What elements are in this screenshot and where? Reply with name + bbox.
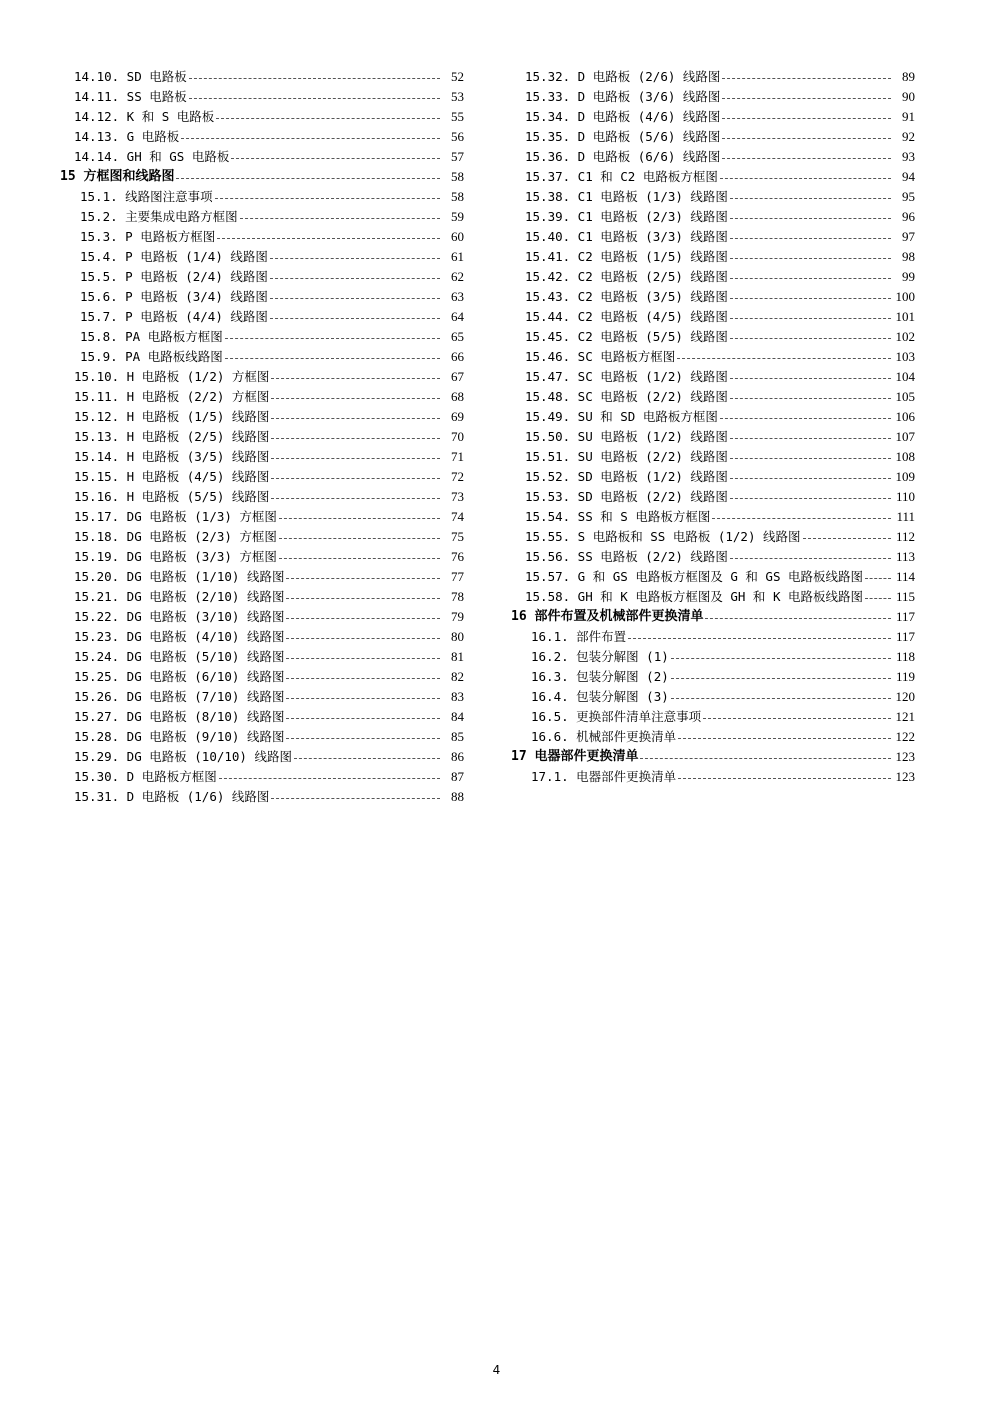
toc-entry-page: 94 [902,169,915,184]
toc-entry-page: 76 [451,549,464,564]
dot-leader [286,618,440,619]
dot-leader [722,78,891,79]
toc-entry-title: 15.30. D 电路板方框图 [74,769,217,784]
toc-entry-page: 71 [451,449,464,464]
toc-entry-page: 57 [451,149,464,164]
toc-entry-title: 16.2. 包装分解图 (1) [531,649,669,664]
toc-entry-title: 15.13. H 电路板 (2/5) 线路图 [74,429,270,444]
toc-entry-page: 121 [895,709,915,724]
toc-entry-page: 91 [902,109,915,124]
toc-entry-title: 15.5. P 电路板 (2/4) 线路图 [80,269,268,284]
dot-leader [720,418,891,419]
toc-entry[interactable] [60,467,464,487]
toc-entry-page: 83 [451,689,464,704]
toc-entry[interactable] [60,487,464,507]
toc-entry-title: 15.12. H 电路板 (1/5) 线路图 [74,409,270,424]
toc-entry-page: 55 [451,109,464,124]
dot-leader [286,578,440,579]
toc-entry[interactable] [511,467,915,487]
toc-entry-page: 96 [902,209,915,224]
dot-leader [189,98,440,99]
toc-entry-page: 86 [451,749,464,764]
toc-entry-page: 93 [902,149,915,164]
dot-leader [286,738,440,739]
toc-entry-page: 78 [451,589,464,604]
toc-entry[interactable] [511,267,915,287]
toc-entry-title: 15.22. DG 电路板 (3/10) 线路图 [74,609,285,624]
toc-entry-title: 15.45. C2 电路板 (5/5) 线路图 [525,329,728,344]
toc-entry-title: 15.55. S 电路板和 SS 电路板 (1/2) 线路图 [525,529,801,544]
toc-entry-page: 84 [451,709,464,724]
dot-leader [678,738,891,739]
toc-entry[interactable] [511,187,915,207]
toc-entry[interactable] [511,447,915,467]
dot-leader [270,278,440,279]
toc-entry-title: 15.53. SD 电路板 (2/2) 线路图 [525,489,728,504]
dot-leader [270,318,440,319]
toc-entry-page: 63 [451,289,464,304]
toc-entry-title: 15.58. GH 和 K 电路板方框图及 GH 和 K 电路板线路图 [525,589,864,604]
toc-entry-page: 99 [902,269,915,284]
toc-entry[interactable] [511,227,915,247]
dot-leader [271,798,440,799]
toc-entry-title: 15.57. G 和 GS 电路板方框图及 G 和 GS 电路板线路图 [525,569,864,584]
toc-entry-page: 90 [902,89,915,104]
toc-entry[interactable] [511,547,915,567]
dot-leader [271,398,440,399]
toc-entry-title: 15.31. D 电路板 (1/6) 线路图 [74,789,270,804]
toc-entry-title: 15.7. P 电路板 (4/4) 线路图 [80,309,268,324]
toc-entry[interactable] [60,387,464,407]
dot-leader [271,378,440,379]
dot-leader [722,138,891,139]
toc-entry-page: 73 [451,489,464,504]
toc-entry-title: 15.24. DG 电路板 (5/10) 线路图 [74,649,285,664]
toc-entry-page: 120 [895,689,915,704]
dot-leader [181,138,440,139]
toc-entry[interactable] [60,767,464,787]
toc-entry[interactable] [60,627,464,647]
toc-entry-title: 15.40. C1 电路板 (3/3) 线路图 [525,229,728,244]
dot-leader [271,498,440,499]
dot-leader [722,158,891,159]
toc-entry[interactable] [60,207,464,227]
toc-entry-page: 103 [895,349,915,364]
dot-leader [286,698,440,699]
toc-entry-page: 117 [895,629,915,644]
dot-leader [271,438,440,439]
toc-entry-page: 105 [895,389,915,404]
toc-entry[interactable] [60,787,464,807]
dot-leader [189,78,440,79]
dot-leader [225,358,440,359]
toc-entry-page: 101 [895,309,915,324]
toc-entry-title: 17.1. 电器部件更换清单 [531,769,677,784]
toc-entry-title: 15.14. H 电路板 (3/5) 线路图 [74,449,270,464]
dot-leader [279,538,440,539]
toc-entry-page: 85 [451,729,464,744]
dot-leader [286,598,440,599]
dot-leader [671,658,891,659]
toc-entry[interactable] [511,727,915,747]
toc-entry-title: 15.28. DG 电路板 (9/10) 线路图 [74,729,285,744]
toc-entry-title: 15.52. SD 电路板 (1/2) 线路图 [525,469,728,484]
dot-leader [216,118,440,119]
toc-entry[interactable] [511,127,915,147]
toc-entry-page: 62 [451,269,464,284]
toc-entry-page: 69 [451,409,464,424]
toc-entry-page: 119 [895,669,915,684]
dot-leader [730,318,891,319]
toc-entry[interactable] [511,647,915,667]
toc-entry-title: 14.10. SD 电路板 [74,69,187,84]
toc-entry-title: 15.38. C1 电路板 (1/3) 线路图 [525,189,728,204]
dot-leader [294,758,440,759]
dot-leader [720,178,891,179]
toc-entry[interactable] [60,587,464,607]
toc-entry-title: 15.46. SC 电路板方框图 [525,349,676,364]
toc-entry-title: 15.20. DG 电路板 (1/10) 线路图 [74,569,285,584]
toc-entry[interactable] [511,287,915,307]
toc-entry[interactable] [60,527,464,547]
toc-entry-title: 15.15. H 电路板 (4/5) 线路图 [74,469,270,484]
dot-leader [730,338,891,339]
toc-entry-page: 98 [902,249,915,264]
toc-entry-title: 15.34. D 电路板 (4/6) 线路图 [525,109,721,124]
toc-entry-page: 109 [895,469,915,484]
toc-entry-page: 114 [895,569,915,584]
toc-entry[interactable] [60,647,464,667]
dot-leader [217,238,440,239]
dot-leader [628,638,891,639]
toc-entry-title: 15.4. P 电路板 (1/4) 线路图 [80,249,268,264]
toc-entry-title: 15.16. H 电路板 (5/5) 线路图 [74,489,270,504]
toc-entry-page: 52 [451,69,464,84]
toc-entry-page: 106 [895,409,915,424]
toc-entry[interactable] [511,67,915,87]
toc-entry-title: 15.48. SC 电路板 (2/2) 线路图 [525,389,728,404]
toc-entry-title: 15.21. DG 电路板 (2/10) 线路图 [74,589,285,604]
dot-leader [730,378,891,379]
toc-column-right [511,67,915,787]
dot-leader [730,258,891,259]
toc-entry-page: 108 [895,449,915,464]
toc-entry-title: 15.19. DG 电路板 (3/3) 方框图 [74,549,277,564]
toc-entry-title: 16.4. 包装分解图 (3) [531,689,669,704]
toc-entry-title: 15.43. C2 电路板 (3/5) 线路图 [525,289,728,304]
toc-entry[interactable] [60,547,464,567]
toc-entry-page: 123 [895,749,915,764]
dot-leader [865,578,891,579]
toc-entry[interactable] [511,367,915,387]
toc-entry-page: 89 [902,69,915,84]
toc-entry[interactable] [60,327,464,347]
dot-leader [225,338,440,339]
toc-entry-title: 15.50. SU 电路板 (1/2) 线路图 [525,429,728,444]
dot-leader [730,458,891,459]
toc-entry-title: 15.51. SU 电路板 (2/2) 线路图 [525,449,728,464]
toc-entry-title: 15.56. SS 电路板 (2/2) 线路图 [525,549,728,564]
dot-leader [219,778,440,779]
toc-entry-page: 112 [895,529,915,544]
toc-entry[interactable] [60,707,464,727]
toc-entry-title: 16 部件布置及机械部件更换清单 [511,609,704,624]
toc-entry-title: 15.1. 线路图注意事项 [80,189,213,204]
dot-leader [671,678,891,679]
toc-entry[interactable] [511,167,915,187]
toc-entry-page: 118 [895,649,915,664]
toc-entry-title: 14.14. GH 和 GS 电路板 [74,149,230,164]
dot-leader [865,598,891,599]
toc-entry[interactable] [511,387,915,407]
toc-entry[interactable] [511,87,915,107]
toc-entry[interactable] [60,667,464,687]
toc-entry-title: 15.27. DG 电路板 (8/10) 线路图 [74,709,285,724]
toc-entry-title: 15.32. D 电路板 (2/6) 线路图 [525,69,721,84]
toc-entry[interactable] [60,87,464,107]
toc-entry[interactable] [60,367,464,387]
toc-entry-page: 104 [895,369,915,384]
toc-entry[interactable] [511,487,915,507]
toc-entry[interactable] [511,347,915,367]
toc-entry[interactable] [60,347,464,367]
toc-entry-page: 75 [451,529,464,544]
toc-entry-page: 68 [451,389,464,404]
dot-leader [286,678,440,679]
dot-leader [270,258,440,259]
toc-entry-page: 95 [902,189,915,204]
toc-entry-title: 15.10. H 电路板 (1/2) 方框图 [74,369,270,384]
toc-entry-title: 15.39. C1 电路板 (2/3) 线路图 [525,209,728,224]
toc-entry[interactable] [60,427,464,447]
toc-entry-page: 72 [451,469,464,484]
toc-entry-page: 100 [895,289,915,304]
toc-chapter-entry[interactable] [511,607,915,627]
dot-leader [176,178,440,179]
toc-entry-page: 92 [902,129,915,144]
toc-entry-page: 58 [451,169,464,184]
toc-entry[interactable] [511,427,915,447]
toc-entry[interactable] [60,267,464,287]
toc-entry-title: 15.2. 主要集成电路方框图 [80,209,238,224]
toc-entry-title: 15.3. P 电路板方框图 [80,229,216,244]
dot-leader [730,298,891,299]
toc-entry-title: 15.8. PA 电路板方框图 [80,329,223,344]
toc-entry-title: 15.26. DG 电路板 (7/10) 线路图 [74,689,285,704]
toc-entry-page: 61 [451,249,464,264]
toc-entry[interactable] [60,287,464,307]
toc-entry-title: 17 电器部件更换清单 [511,749,639,764]
toc-entry-page: 110 [895,489,915,504]
toc-entry-page: 88 [451,789,464,804]
toc-entry[interactable] [511,107,915,127]
toc-entry-page: 60 [451,229,464,244]
toc-entry-title: 15.25. DG 电路板 (6/10) 线路图 [74,669,285,684]
toc-entry[interactable] [511,147,915,167]
dot-leader [286,658,440,659]
toc-entry[interactable] [60,727,464,747]
dot-leader [678,778,891,779]
dot-leader [677,358,891,359]
toc-entry-title: 16.3. 包装分解图 (2) [531,669,669,684]
page-number: 4 [492,1363,501,1377]
toc-entry-title: 15.9. PA 电路板线路图 [80,349,223,364]
toc-entry[interactable] [511,587,915,607]
toc-entry-page: 115 [895,589,915,604]
toc-entry-page: 80 [451,629,464,644]
dot-leader [722,98,891,99]
dot-leader [240,218,440,219]
toc-entry[interactable] [60,147,464,167]
toc-entry-page: 74 [451,509,464,524]
toc-entry[interactable] [511,307,915,327]
toc-entry-page: 66 [451,349,464,364]
toc-entry-title: 15.17. DG 电路板 (1/3) 方框图 [74,509,277,524]
toc-chapter-entry[interactable] [60,167,464,187]
toc-entry-title: 15 方框图和线路图 [60,169,175,184]
dot-leader [730,238,891,239]
dot-leader [231,158,440,159]
toc-entry[interactable] [511,567,915,587]
toc-entry[interactable] [511,527,915,547]
dot-leader [279,558,440,559]
toc-entry[interactable] [511,247,915,267]
toc-entry-page: 79 [451,609,464,624]
dot-leader [712,518,891,519]
dot-leader [271,478,440,479]
toc-entry[interactable] [511,767,915,787]
dot-leader [270,298,440,299]
toc-entry-title: 15.6. P 电路板 (3/4) 线路图 [80,289,268,304]
toc-entry[interactable] [60,407,464,427]
toc-entry[interactable] [511,667,915,687]
toc-entry-title: 16.1. 部件布置 [531,629,627,644]
toc-entry-title: 15.11. H 电路板 (2/2) 方框图 [74,389,270,404]
toc-entry[interactable] [60,247,464,267]
toc-entry-page: 56 [451,129,464,144]
toc-entry-page: 113 [895,549,915,564]
toc-entry-title: 15.42. C2 电路板 (2/5) 线路图 [525,269,728,284]
dot-leader [215,198,440,199]
toc-entry[interactable] [511,327,915,347]
toc-entry-title: 14.12. K 和 S 电路板 [74,109,215,124]
dot-leader [730,278,891,279]
toc-entry-page: 102 [895,329,915,344]
dot-leader [271,418,440,419]
toc-entry-title: 15.49. SU 和 SD 电路板方框图 [525,409,718,424]
toc-column-left [60,67,464,807]
toc-entry-title: 15.37. C1 和 C2 电路板方框图 [525,169,718,184]
toc-entry-title: 15.18. DG 电路板 (2/3) 方框图 [74,529,277,544]
toc-entry[interactable] [60,507,464,527]
toc-entry-page: 77 [451,569,464,584]
toc-entry-title: 15.41. C2 电路板 (1/5) 线路图 [525,249,728,264]
dot-leader [730,438,891,439]
dot-leader [286,638,440,639]
toc-entry-page: 82 [451,669,464,684]
toc-entry[interactable] [511,627,915,647]
dot-leader [730,558,891,559]
toc-entry[interactable] [511,507,915,527]
dot-leader [730,198,891,199]
toc-chapter-entry[interactable] [511,747,915,767]
toc-entry[interactable] [60,67,464,87]
toc-entry[interactable] [60,307,464,327]
dot-leader [730,478,891,479]
toc-entry-page: 111 [896,509,915,524]
toc-entry-title: 16.5. 更换部件清单注意事项 [531,709,702,724]
dot-leader [640,758,891,759]
toc-entry[interactable] [60,227,464,247]
toc-entry-title: 16.6. 机械部件更换清单 [531,729,677,744]
toc-entry-title: 15.36. D 电路板 (6/6) 线路图 [525,149,721,164]
toc-entry[interactable] [60,607,464,627]
toc-entry-page: 53 [451,89,464,104]
toc-entry[interactable] [511,407,915,427]
toc-entry-page: 117 [895,609,915,624]
toc-entry-title: 15.44. C2 电路板 (4/5) 线路图 [525,309,728,324]
toc-entry-title: 14.13. G 电路板 [74,129,180,144]
toc-entry-page: 97 [902,229,915,244]
dot-leader [703,718,891,719]
toc-entry-page: 123 [895,769,915,784]
dot-leader [722,118,891,119]
dot-leader [730,218,891,219]
toc-entry[interactable] [511,707,915,727]
toc-entry-title: 15.23. DG 电路板 (4/10) 线路图 [74,629,285,644]
toc-entry-page: 58 [451,189,464,204]
toc-entry-page: 70 [451,429,464,444]
toc-entry[interactable] [60,187,464,207]
toc-entry-title: 15.35. D 电路板 (5/6) 线路图 [525,129,721,144]
dot-leader [671,698,891,699]
toc-entry[interactable] [60,687,464,707]
dot-leader [730,398,891,399]
toc-entry-page: 107 [895,429,915,444]
toc-entry-title: 14.11. SS 电路板 [74,89,187,104]
toc-entry-title: 15.47. SC 电路板 (1/2) 线路图 [525,369,728,384]
toc-entry-page: 87 [451,769,464,784]
toc-entry-title: 15.33. D 电路板 (3/6) 线路图 [525,89,721,104]
toc-entry[interactable] [60,107,464,127]
dot-leader [705,618,891,619]
toc-entry[interactable] [511,207,915,227]
toc-entry[interactable] [60,567,464,587]
toc-entry-page: 67 [451,369,464,384]
toc-entry-page: 65 [451,329,464,344]
toc-entry-page: 59 [451,209,464,224]
toc-entry-page: 64 [451,309,464,324]
dot-leader [286,718,440,719]
toc-entry[interactable] [511,687,915,707]
dot-leader [803,538,891,539]
dot-leader [271,458,440,459]
toc-entry[interactable] [60,447,464,467]
toc-entry[interactable] [60,127,464,147]
toc-entry-page: 81 [451,649,464,664]
toc-entry-page: 122 [895,729,915,744]
toc-entry[interactable] [60,747,464,767]
dot-leader [730,498,891,499]
dot-leader [279,518,440,519]
toc-entry-title: 15.29. DG 电路板 (10/10) 线路图 [74,749,292,764]
toc-entry-title: 15.54. SS 和 S 电路板方框图 [525,509,711,524]
